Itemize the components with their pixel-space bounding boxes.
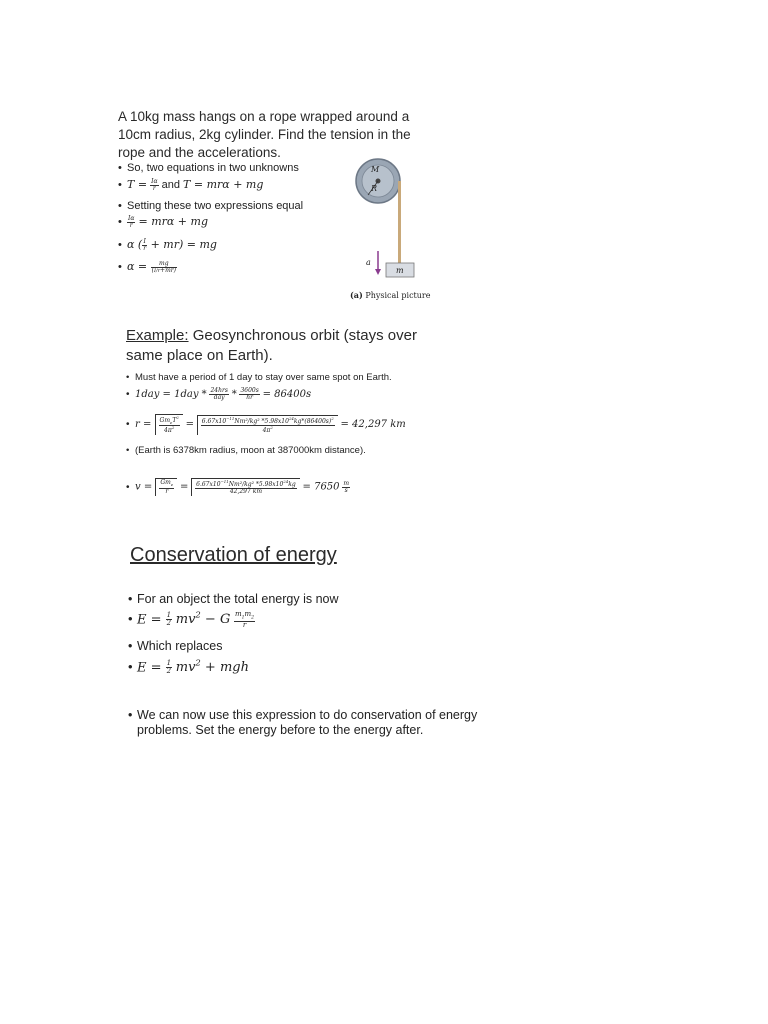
slide3-bullet-1-text: For an object the total energy is now	[137, 592, 339, 606]
slide2-bullet-1-text: Must have a period of 1 day to stay over same spot on Earth.	[135, 372, 392, 383]
rope-icon	[398, 181, 401, 263]
pulley-diagram	[348, 153, 428, 283]
slide1-bullet-2: • Setting these two expressions equal	[118, 200, 304, 212]
slide2-eq-day: • 1day = 1day * $\frac{\text{24hrs}}{\text{day}}$ * $\frac{3600s}{hr}$ = 86400s	[126, 387, 312, 401]
slide2-bullet-1: • Must have a period of 1 day to stay over same spot on Earth.	[126, 372, 392, 383]
slide2-eq-radius: • r = $\frac{Gm_eT^2}{4\pi^2}$ = $\frac{6.67x10^{-11}Nm^2/kg^2 *5.98x10^{24}kg*(86400s)^2}{4\pi^2}$ = 42,297 km	[126, 415, 406, 435]
frac-ialpha-over-r: $\frac{I\alpha}{r}$	[151, 177, 158, 192]
slide-geosync-orbit	[110, 318, 480, 523]
slide1-eq-equal: • $\frac{I\alpha}{r}$ = mrα + mg	[118, 214, 208, 229]
label-M: M	[371, 165, 380, 174]
figure-caption	[350, 290, 430, 300]
slide1-eq-factor: • α ( $\frac{I}{r}$ + mr) = mg	[118, 237, 217, 252]
slide3-bullet-3-text: We can now use this expression to do conservation of energy problems. Set the energy before to the energy after.	[137, 708, 478, 737]
slide1-bullet-2-text: Setting these two expressions equal	[127, 200, 304, 212]
slide2-bullet-2-text: (Earth is 6378km radius, moon at 387000km distance).	[135, 445, 366, 456]
label-R: R	[371, 184, 378, 193]
slide3-bullet-3: • We can now use this expression to do conservation of energy problems. Set the energy before to the energy after.	[128, 708, 508, 738]
slide3-eq-gravity: • E = $\frac{1}{2}$ $mv^2 - G$ $\frac{m_1m_2}{r}$	[128, 609, 255, 629]
velocity-unit-num: m	[343, 479, 350, 487]
label-a: a	[366, 258, 371, 267]
velocity-result: 7650	[314, 481, 340, 493]
slide1-bullet-1-text: So, two equations in two unknowns	[127, 162, 299, 174]
and-text: and	[161, 179, 180, 191]
velocity-unit-den: s	[344, 486, 348, 494]
radical-general: $\frac{Gm_eT^2}{4\pi^2}$	[155, 414, 183, 435]
slide3-bullet-1: • For an object the total energy is now	[128, 592, 339, 606]
slide2-title-prefix: Example:	[126, 327, 189, 344]
slide2-title	[126, 326, 446, 366]
radius-result: 42,297 km	[352, 419, 406, 431]
slide2-eq-velocity: • v = $\frac{Gm_e}{r}$ = $\frac{6.67x10^{-11}Nm^2/kg^2 *5.98x10^{24}kg}{42,297 km}$ = 7650 $\frac{m}{s}$	[126, 479, 350, 495]
slide3-bullet-2-text: Which replaces	[137, 639, 223, 653]
slide-conservation-energy	[110, 530, 555, 758]
radical-numeric: $\frac{6.67x10^{-11}Nm^2/kg^2 *5.98x10^{24}kg*(86400s)^2}{4\pi^2}$	[197, 415, 338, 435]
slide1-eq-alpha: • α = $\frac{mg}{(I/r+mr)}$	[118, 259, 176, 274]
slide1-title: A 10kg mass hangs on a rope wrapped around a 10cm radius, 2kg cylinder. Find the tension in the rope and the accelerations.	[118, 109, 411, 160]
label-m: m	[396, 266, 404, 275]
slide3-title: Conservation of energy	[130, 544, 337, 566]
slide1-eq-tension: • T = $\frac{I\alpha}{r}$ and T = mrα + mg	[118, 177, 264, 192]
caption-label: (a)	[350, 290, 363, 300]
slide3-bullet-2: • Which replaces	[128, 639, 223, 653]
caption-text: Physical picture	[365, 291, 431, 300]
day-result: 86400s	[274, 389, 312, 401]
slide1-bullet-1: • So, two equations in two unknowns	[118, 162, 299, 174]
slide3-eq-mgh: • E = $\frac{1}{2}$ $mv^2$ + mgh	[128, 658, 249, 676]
slide2-bullet-2: • (Earth is 6378km radius, moon at 387000km distance).	[126, 445, 366, 456]
slide2-title-text: Geosynchronous orbit (stays over same place on Earth).	[126, 327, 417, 364]
slide-rope-cylinder	[108, 98, 456, 310]
